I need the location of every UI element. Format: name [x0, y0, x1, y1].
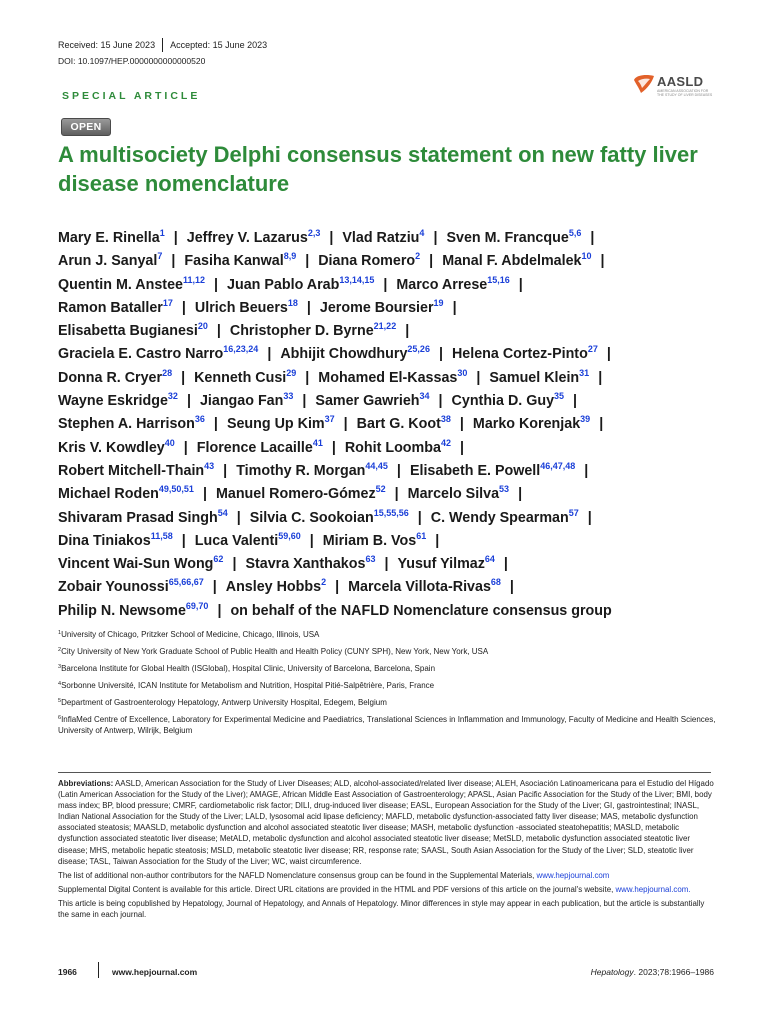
author — [473, 416, 590, 432]
copublished-note: This article is being copublished by Hepatology, Journal of Hepatology, and Annals of Hepatology. Minor differences in style may appear in each publication, but the article is substantially the same in each journal. — [58, 898, 705, 920]
author-line — [58, 530, 723, 553]
author-name: Elisabetta Bugianesi — [58, 323, 198, 340]
affiliation-ref[interactable]: 68 — [490, 577, 501, 588]
abbreviations-label: Abbreviations: — [58, 779, 114, 788]
author-separator: | — [181, 369, 186, 386]
author-name: Marko Korenjak — [472, 416, 581, 433]
author-separator: | — [476, 369, 481, 386]
author-line — [58, 274, 723, 297]
author-separator: | — [405, 323, 410, 340]
author-separator: | — [503, 556, 508, 573]
author-name: Shivaram Prasad Singh — [58, 509, 218, 526]
author — [396, 274, 510, 293]
author-separator: | — [171, 253, 176, 270]
author-name: Mohamed El-Kassas — [318, 369, 458, 386]
contributors-note — [58, 870, 714, 881]
author — [357, 416, 451, 432]
author-line — [58, 413, 723, 436]
abbreviations-text: AASLD, American Association for the Study of Liver Diseases; ALD, alcohol-associated/related liver disease; ALEH, Asociación Latinoamericana para el Estudio del Hígado (Latin American Association for the Study of the Liver); AMAGE, African Middle East Association of Gastroenterology; APASL, Asian Pacific Association for the Study of the Liver; BMI, body mass index; BP, blood pressure; CMRF, cardiometabolic risk factor; DILI, drug-induced liver disease; EASL, European Association for the Study of the Liver; GI, gastrointestinal; INASL, Indian National Association for the Study of the Liver; LALD, lysosomal acid lipase deficiency; MAFLD, metabolic dysfunction-associated fatty liver disease; MAS, metabolic dysfunction associated steatosis; MAASLD, metabolic dysfunction and alcohol associated steatotic liver disease; MASH, metabolic dysfunction -associated steatohepatitis; MASLD, metabolic dysfunction associated steatotic liver disease; MetALD, metabolic dysfunction and alcohol associated steatotic liver disease; MetSLD, metabolic dysfunction associated steatotic liver disease; MHS, metabolic hepatic steatosis; MSLD, metabolic steatotic liver disease; RR, response rate; SAASL, South Asian Association for the Study of the Liver; SLD, steatotic liver disease; TASL, Taiwan Association for the Study of the Liver; WC, waist circumference. — [58, 779, 714, 866]
author — [227, 416, 335, 432]
author — [348, 579, 501, 595]
affiliation-ref[interactable]: 11,12 — [182, 274, 206, 285]
author-name: Fasiha Kanwal — [184, 253, 284, 270]
page-number: 1966 — [58, 967, 77, 977]
author-name: Kenneth Cusi — [194, 369, 287, 386]
author-line — [58, 320, 723, 343]
affiliation-ref[interactable]: 54 — [217, 507, 228, 518]
affiliation-ref[interactable]: 2 — [415, 251, 421, 262]
author — [194, 530, 301, 549]
author-name: Ansley Hobbs — [225, 579, 322, 596]
author-separator: | — [600, 253, 605, 270]
affiliation-number: 4 — [58, 681, 62, 687]
author-name: Jeffrey V. Lazarus — [186, 230, 308, 246]
affiliation — [58, 715, 718, 736]
affiliation — [58, 647, 718, 658]
author — [442, 253, 591, 269]
affiliation-ref[interactable]: 2,3 — [307, 228, 321, 238]
author-separator: | — [181, 299, 186, 316]
author-name: Graciela E. Castro Narro — [58, 346, 224, 363]
author-separator: | — [213, 416, 218, 433]
author-separator: | — [452, 299, 457, 316]
affiliation-ref[interactable]: 15,55,56 — [373, 507, 409, 518]
author — [452, 393, 565, 409]
affiliation-ref[interactable]: 11,58 — [150, 530, 173, 541]
author-name: Timothy R. Morgan — [236, 462, 366, 479]
author-name: Stavra Xanthakos — [245, 556, 366, 573]
affiliation-ref[interactable]: 18 — [287, 297, 298, 308]
journal-citation — [591, 967, 714, 977]
journal-name: Hepatology — [590, 967, 634, 977]
supplemental-link[interactable]: www.hepjournal.com. — [615, 884, 691, 894]
author-separator: | — [335, 579, 340, 596]
author — [430, 507, 579, 526]
author-separator: | — [331, 439, 336, 456]
author-name: Manuel Romero-Gómez — [215, 486, 376, 503]
affiliation-ref[interactable]: 8,9 — [283, 251, 297, 262]
affiliation-ref[interactable]: 28 — [162, 367, 173, 378]
author-name: Christopher D. Byrne — [229, 323, 374, 340]
affiliation-ref[interactable]: 35 — [554, 391, 565, 402]
affiliation-number: 6 — [58, 715, 62, 721]
author — [58, 297, 173, 316]
author-name: Juan Pablo Arab — [227, 276, 340, 293]
author-separator: | — [438, 393, 443, 410]
author-separator: | — [183, 439, 188, 456]
author-name: Rohit Loomba — [344, 439, 441, 456]
abbreviations — [58, 778, 714, 867]
affiliation-ref[interactable]: 32 — [167, 391, 178, 402]
author-name: Helena Cortez-Pinto — [451, 346, 588, 363]
affiliation-text: Sorbonne Université, ICAN Institute for Metabolism and Nutrition, Hospital Pitié-Salpêtrière, Paris, France — [61, 681, 435, 690]
author-separator: | — [212, 579, 217, 596]
author — [245, 556, 375, 572]
affiliation-ref[interactable]: 49,50,51 — [158, 484, 194, 495]
affiliation-ref[interactable]: 7 — [157, 251, 163, 262]
author-line — [58, 390, 723, 413]
article-title: A multisociety Delphi consensus statement on new fatty liver disease nomenclature — [58, 142, 698, 196]
author-name: Quentin M. Anstee — [58, 276, 183, 293]
author-separator: | — [329, 230, 334, 246]
author — [318, 367, 468, 386]
affiliation-number: 5 — [58, 698, 62, 704]
author — [227, 274, 375, 293]
affiliation-ref[interactable]: 34 — [419, 391, 430, 402]
author-separator: | — [232, 556, 237, 573]
author-separator: | — [598, 369, 603, 386]
author-name: Ramon Bataller — [58, 299, 163, 316]
affiliation-ref[interactable]: 42 — [440, 437, 451, 448]
author-separator: | — [223, 462, 228, 479]
aasld-logo — [632, 70, 712, 100]
author — [58, 253, 162, 269]
author — [200, 393, 293, 409]
affiliation-ref[interactable]: 61 — [416, 530, 427, 541]
author — [58, 556, 223, 572]
affiliation-ref[interactable]: 41 — [312, 437, 323, 448]
affiliation-ref[interactable]: 13,14,15 — [339, 274, 375, 285]
author-name: Ulrich Beuers — [194, 299, 288, 316]
author-name: Yusuf Yilmaz — [397, 556, 485, 573]
footnotes — [58, 778, 714, 923]
author-line — [58, 227, 723, 250]
affiliation-ref[interactable]: 37 — [324, 414, 335, 425]
author-separator: | — [302, 393, 307, 410]
affiliation — [58, 630, 718, 641]
affiliation-number: 2 — [58, 647, 62, 653]
author-separator: | — [267, 346, 272, 363]
author-separator: | — [383, 276, 388, 293]
affiliation-ref[interactable]: 20 — [197, 321, 208, 332]
author — [236, 460, 388, 479]
author-line — [58, 483, 723, 506]
affiliation-ref[interactable]: 1 — [159, 228, 165, 238]
author-line — [58, 600, 723, 623]
affiliation — [58, 664, 718, 675]
affiliation-ref[interactable]: 33 — [283, 391, 294, 402]
author-name: Stephen A. Harrison — [58, 416, 195, 433]
author-separator: | — [429, 253, 434, 270]
author-separator: | — [202, 486, 207, 503]
author — [344, 437, 451, 456]
affiliation-ref[interactable]: 52 — [375, 484, 386, 495]
author — [184, 253, 296, 269]
author-line — [58, 553, 723, 576]
author-separator: | — [599, 416, 604, 433]
affiliation-ref[interactable]: 57 — [568, 507, 579, 518]
author — [58, 600, 209, 619]
author — [58, 367, 173, 386]
supplemental-note — [58, 884, 714, 895]
author-separator: | — [214, 276, 219, 293]
author — [58, 437, 175, 456]
affiliation-ref[interactable]: 63 — [365, 554, 376, 565]
author-name: Philip N. Newsome — [58, 602, 186, 619]
author-name: Arun J. Sanyal — [58, 253, 158, 270]
affiliation-ref[interactable]: 44,45 — [365, 460, 388, 471]
author-separator: | — [306, 299, 311, 316]
author-name: Sven M. Francque — [446, 230, 569, 246]
author — [318, 253, 420, 269]
accepted-date: Accepted: 15 June 2023 — [170, 40, 268, 50]
author-name: Marcelo Silva — [407, 486, 500, 503]
author — [446, 230, 581, 246]
author — [194, 367, 297, 386]
author — [226, 579, 326, 595]
author — [58, 323, 208, 339]
affiliation-ref[interactable]: 16,23,24 — [223, 344, 259, 355]
author-name: Vlad Ratziu — [342, 230, 420, 246]
affiliation — [58, 681, 718, 692]
author-name: on behalf of the NAFLD Nomenclature consensus group — [230, 602, 612, 619]
affiliation-ref[interactable]: 31 — [579, 367, 590, 378]
author-name: Jerome Boursier — [319, 299, 434, 316]
author — [216, 486, 386, 502]
affiliation-ref[interactable]: 4 — [419, 228, 425, 238]
affiliation-ref[interactable]: 19 — [433, 297, 444, 308]
author-separator: | — [438, 346, 443, 363]
affiliation-text: Department of Gastroenterology Hepatology, Antwerp University Hospital, Edegem, Belgium — [61, 698, 387, 707]
author-separator: | — [417, 509, 422, 526]
article-type: SPECIAL ARTICLE — [62, 90, 201, 102]
author-name: Manal F. Abdelmalek — [442, 253, 582, 270]
author-list — [58, 227, 723, 623]
affiliation-text: InflaMed Centre of Excellence, Laboratory for Experimental Medicine and Paediatrics, Translational Sciences in Inflammation and Immunology, Faculty of Medicine and Health Sciences, University of Antwerp, Wilrijk, Belgium — [58, 715, 716, 735]
author-line — [58, 343, 723, 366]
author-separator: | — [305, 369, 310, 386]
author-separator: | — [173, 230, 178, 246]
footer-divider — [98, 962, 99, 978]
affiliation-text: Barcelona Institute for Global Health (ISGlobal), Hospital Clinic, University of Barcelona, Barcelona, Spain — [61, 664, 436, 673]
logo-tagline: AMERICAN ASSOCIATION FOR THE STUDY OF LIVER DISEASES — [657, 89, 713, 97]
author-separator: | — [518, 486, 523, 503]
author-name: Abhijit Chowdhury — [280, 346, 408, 363]
affiliation-ref[interactable]: 62 — [213, 554, 224, 565]
author-separator: | — [606, 346, 611, 363]
contributors-link[interactable]: www.hepjournal.com — [536, 870, 610, 880]
affiliation-ref[interactable]: 64 — [484, 554, 495, 565]
affiliation-ref[interactable]: 27 — [587, 344, 598, 355]
author-name: Miriam B. Vos — [322, 532, 417, 549]
affiliation — [58, 698, 718, 709]
author-name: Vincent Wai-Sun Wong — [58, 556, 214, 573]
author-separator: | — [459, 416, 464, 433]
author-separator: | — [309, 532, 314, 549]
author-name: Elisabeth E. Powell — [409, 462, 541, 479]
author-line — [58, 297, 723, 320]
author-separator: | — [396, 462, 401, 479]
affiliation-list — [58, 630, 718, 743]
author-separator: | — [217, 602, 222, 619]
affiliation-ref[interactable]: 36 — [194, 414, 205, 425]
author-separator: | — [587, 509, 592, 526]
author — [319, 297, 444, 316]
author — [58, 579, 204, 595]
author-separator: | — [573, 393, 578, 410]
author-separator: | — [384, 556, 389, 573]
article-dates — [58, 38, 267, 52]
author-line — [58, 250, 723, 273]
author-separator: | — [394, 486, 399, 503]
author-name: Marcela Villota-Rivas — [348, 579, 491, 596]
affiliation-ref[interactable]: 5,6 — [568, 228, 582, 238]
author-separator: | — [590, 230, 595, 246]
author — [230, 323, 396, 339]
affiliation-ref[interactable]: 21,22 — [373, 321, 397, 332]
author — [397, 556, 494, 572]
author-separator: | — [584, 462, 589, 479]
author — [342, 230, 424, 246]
author-separator: | — [518, 276, 523, 293]
author-separator: | — [216, 323, 221, 340]
affiliation-ref[interactable]: 30 — [457, 367, 468, 378]
liver-logo-icon — [632, 72, 656, 96]
author — [187, 230, 321, 246]
affiliation-ref[interactable]: 15,16 — [487, 274, 510, 285]
affiliation-ref[interactable]: 17 — [162, 297, 173, 308]
affiliation-ref[interactable]: 2 — [321, 577, 327, 588]
author-separator: | — [236, 509, 241, 526]
author-name: Zobair Younossi — [58, 579, 169, 596]
author — [58, 346, 258, 362]
author-line — [58, 437, 723, 460]
journal-url[interactable]: www.hepjournal.com — [112, 967, 198, 977]
author-name: Florence Lacaille — [196, 439, 313, 456]
author-name: Wayne Eskridge — [58, 393, 168, 410]
author-separator: | — [305, 253, 310, 270]
author-name: Kris V. Kowdley — [58, 439, 165, 456]
affiliation-number: 3 — [58, 664, 62, 670]
author — [196, 437, 323, 456]
author — [315, 393, 429, 409]
affiliation-number: 1 — [58, 630, 62, 636]
author — [409, 460, 576, 479]
author — [58, 507, 228, 526]
author-name: Marco Arrese — [396, 276, 488, 293]
author — [58, 416, 205, 432]
affiliation-ref[interactable]: 65,66,67 — [168, 577, 204, 588]
author — [489, 367, 590, 386]
author-name: Luca Valenti — [194, 532, 279, 549]
author-line — [58, 367, 723, 390]
affiliation-ref[interactable]: 40 — [164, 437, 175, 448]
author-separator: | — [186, 393, 191, 410]
author-separator: | — [435, 532, 440, 549]
affiliation-ref[interactable]: 39 — [580, 414, 591, 425]
affiliation-ref[interactable]: 46,47,48 — [540, 460, 576, 471]
author-line — [58, 460, 723, 483]
author-name: Diana Romero — [318, 253, 416, 270]
author-name: C. Wendy Spearman — [430, 509, 569, 526]
author — [58, 274, 206, 293]
author — [58, 486, 194, 502]
affiliation-ref[interactable]: 43 — [204, 460, 215, 471]
author-name: Silvia C. Sookoian — [249, 509, 374, 526]
author-name: Samuel Klein — [489, 369, 580, 386]
author — [194, 297, 298, 316]
received-date: Received: 15 June 2023 — [58, 40, 156, 50]
author-name: Samer Gawrieh — [315, 393, 420, 410]
author-name: Michael Roden — [58, 486, 159, 503]
affiliation-text: City University of New York Graduate School of Public Health and Health Policy (CUNY SPH), New York, New York, USA — [61, 647, 489, 656]
author-name: Jiangao Fan — [199, 393, 284, 410]
author — [452, 346, 598, 362]
logo-wordmark: AASLD — [657, 74, 704, 89]
author-separator: | — [459, 439, 464, 456]
doi[interactable]: DOI: 10.1097/HEP.0000000000000520 — [58, 56, 206, 66]
author-separator: | — [433, 230, 438, 246]
author — [58, 393, 178, 409]
author — [322, 530, 427, 549]
affiliation-ref[interactable]: 59,60 — [278, 530, 301, 541]
author-line — [58, 576, 723, 599]
author — [280, 346, 430, 362]
author — [58, 230, 165, 246]
date-divider — [162, 38, 163, 52]
affiliation-text: University of Chicago, Pritzker School of Medicine, Chicago, Illinois, USA — [61, 630, 320, 639]
affiliation-ref[interactable]: 38 — [440, 414, 451, 425]
author-name: Seung Up Kim — [226, 416, 325, 433]
author-name: Mary E. Rinella — [58, 230, 160, 246]
affiliation-ref[interactable]: 29 — [286, 367, 297, 378]
citation-details: . 2023;78:1966–1986 — [633, 967, 714, 977]
author-separator: | — [343, 416, 348, 433]
open-access-badge: OPEN — [61, 118, 111, 136]
author-name: Bart G. Koot — [356, 416, 441, 433]
author — [230, 603, 611, 619]
supplemental-text: Supplemental Digital Content is available for this article. Direct URL citations are provided in the HTML and PDF versions of this article on the journal's website, — [58, 884, 614, 894]
affiliation-ref[interactable]: 10 — [581, 251, 592, 262]
affiliation-ref[interactable]: 25,26 — [407, 344, 430, 355]
author-name: Dina Tiniakos — [58, 532, 151, 549]
contributors-text: The list of additional non-author contributors for the NAFLD Nomenclature consensus group can be found in the Supplemental Materials, — [58, 870, 535, 880]
author-line — [58, 507, 723, 530]
author — [249, 507, 409, 526]
author-name: Donna R. Cryer — [58, 369, 163, 386]
affiliation-ref[interactable]: 69,70 — [185, 600, 209, 611]
author-separator: | — [181, 532, 186, 549]
author-name: Cynthia D. Guy — [451, 393, 555, 410]
author-separator: | — [509, 579, 514, 596]
divider — [58, 772, 711, 773]
author-name: Robert Mitchell-Thain — [58, 462, 205, 479]
author — [408, 486, 509, 502]
author — [58, 530, 173, 549]
affiliation-ref[interactable]: 53 — [499, 484, 510, 495]
author — [58, 460, 215, 479]
